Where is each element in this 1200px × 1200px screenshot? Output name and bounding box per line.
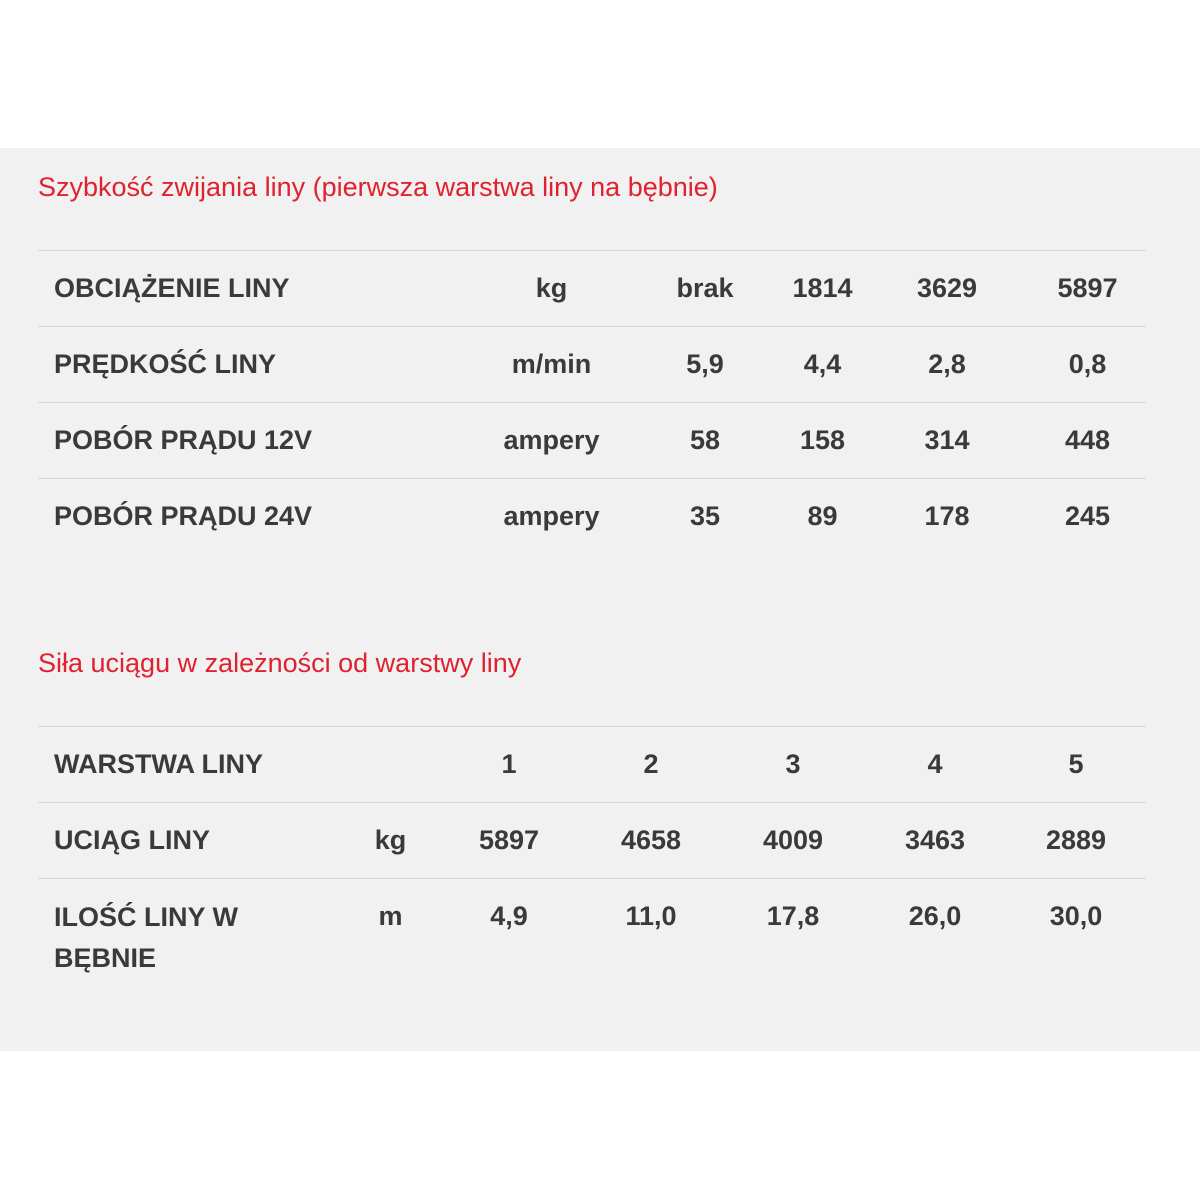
cell-value: 1 bbox=[438, 727, 580, 803]
cell-value: 158 bbox=[780, 403, 865, 479]
cell-value: 0,8 bbox=[1029, 327, 1146, 403]
spec-panel bbox=[0, 148, 1200, 1051]
row-label: OBCIĄŻENIE LINY bbox=[38, 251, 473, 327]
cell-value: 4009 bbox=[722, 803, 864, 879]
table-row bbox=[38, 879, 1146, 992]
cell-value: 58 bbox=[630, 403, 780, 479]
table-row bbox=[38, 727, 1146, 803]
row-unit: kg bbox=[473, 251, 630, 327]
row-label: PRĘDKOŚĆ LINY bbox=[38, 327, 473, 403]
row-label: POBÓR PRĄDU 24V bbox=[38, 479, 473, 555]
table-row bbox=[38, 803, 1146, 879]
cell-value: 26,0 bbox=[864, 879, 1006, 992]
cell-value: 1814 bbox=[780, 251, 865, 327]
cell-value: 178 bbox=[865, 479, 1029, 555]
row-label: ILOŚĆ LINY W BĘBNIE bbox=[38, 879, 343, 992]
cell-value: 4 bbox=[864, 727, 1006, 803]
cell-value: 89 bbox=[780, 479, 865, 555]
pull-section-title: Siła uciągu w zależności od warstwy liny bbox=[38, 648, 522, 678]
cell-value: 5897 bbox=[1029, 251, 1146, 327]
row-unit: ampery bbox=[473, 403, 630, 479]
cell-value: 11,0 bbox=[580, 879, 722, 992]
cell-value: 4,9 bbox=[438, 879, 580, 992]
row-label: UCIĄG LINY bbox=[38, 803, 343, 879]
cell-value: 3629 bbox=[865, 251, 1029, 327]
cell-value: 2,8 bbox=[865, 327, 1029, 403]
row-unit: m/min bbox=[473, 327, 630, 403]
cell-value: 3 bbox=[722, 727, 864, 803]
cell-value: 17,8 bbox=[722, 879, 864, 992]
speed-table bbox=[38, 250, 1146, 554]
row-unit: m bbox=[343, 879, 438, 992]
cell-value: 314 bbox=[865, 403, 1029, 479]
speed-section-title: Szybkość zwijania liny (pierwsza warstwa liny na bębnie) bbox=[38, 172, 718, 202]
cell-value: 4658 bbox=[580, 803, 722, 879]
row-unit: kg bbox=[343, 803, 438, 879]
cell-value: 2889 bbox=[1006, 803, 1146, 879]
pull-table bbox=[38, 726, 1146, 991]
row-label: POBÓR PRĄDU 12V bbox=[38, 403, 473, 479]
cell-value: 35 bbox=[630, 479, 780, 555]
table-row bbox=[38, 403, 1146, 479]
cell-value: 448 bbox=[1029, 403, 1146, 479]
cell-value: 5897 bbox=[438, 803, 580, 879]
table-row bbox=[38, 479, 1146, 555]
cell-value: 2 bbox=[580, 727, 722, 803]
table-row bbox=[38, 327, 1146, 403]
cell-value: 4,4 bbox=[780, 327, 865, 403]
table-row bbox=[38, 251, 1146, 327]
cell-value: 5 bbox=[1006, 727, 1146, 803]
cell-value: 5,9 bbox=[630, 327, 780, 403]
cell-value: brak bbox=[630, 251, 780, 327]
cell-value: 3463 bbox=[864, 803, 1006, 879]
row-unit: ampery bbox=[473, 479, 630, 555]
cell-value: 245 bbox=[1029, 479, 1146, 555]
row-label: WARSTWA LINY bbox=[38, 727, 343, 803]
row-unit bbox=[343, 727, 438, 803]
cell-value: 30,0 bbox=[1006, 879, 1146, 992]
